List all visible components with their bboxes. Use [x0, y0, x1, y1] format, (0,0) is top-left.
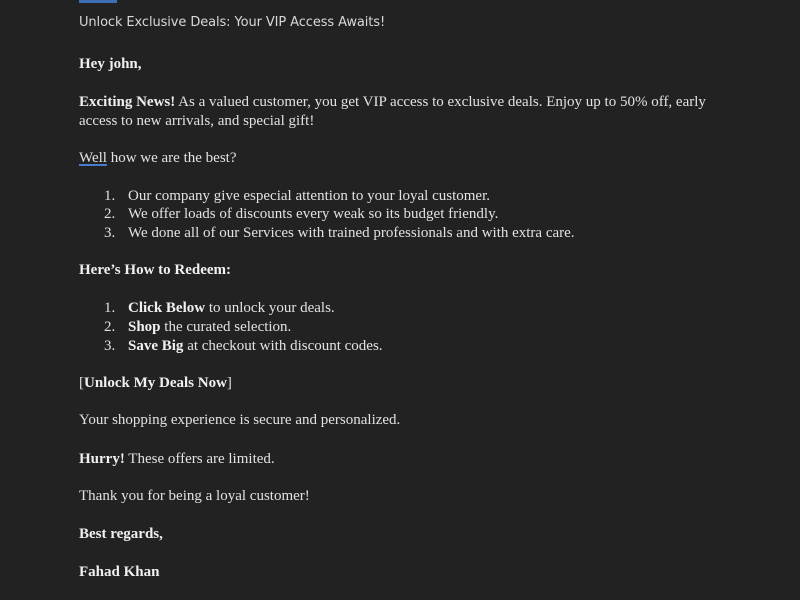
step-text: at checkout with discount codes. — [183, 338, 383, 354]
hurry-text: These offers are limited. — [124, 451, 275, 467]
step-bold: Save Big — [128, 338, 184, 354]
sender-name — [79, 563, 159, 582]
list-item — [104, 224, 575, 243]
greeting — [79, 55, 142, 74]
why-text: how we are the best? — [106, 150, 237, 166]
redeem-heading-text: Here’s How to Redeem: — [79, 262, 232, 278]
unlock-deals-link[interactable]: Unlock My Deals Now — [84, 375, 227, 391]
secure-text: Your shopping experience is secure and personalized. — [79, 412, 401, 428]
intro-bold: Exciting News! — [79, 94, 176, 110]
list-item — [104, 337, 383, 356]
step-bold: Click Below — [128, 300, 206, 316]
list-text: We offer loads of discounts every weak so its budget friendly. — [128, 206, 499, 222]
selection-highlight — [79, 0, 117, 3]
step-bold: Shop — [128, 319, 161, 335]
cta-bracket-close: ] — [226, 375, 232, 391]
list-number: 2. — [104, 206, 116, 222]
step-text: to unlock your deals. — [205, 300, 335, 316]
list-number: 1. — [104, 300, 116, 316]
hurry-line — [79, 450, 275, 469]
list-number: 2. — [104, 319, 116, 335]
intro-text: As a valued customer, you get VIP access to exclusive deals. Enjoy up to 50% off, early access to new arrivals, and special gift! — [79, 94, 706, 129]
cta-line[interactable] — [79, 374, 232, 393]
cta-bracket-open: [ — [79, 375, 84, 391]
list-item — [104, 205, 498, 224]
list-number: 1. — [104, 188, 116, 204]
sender-name-text: Fahad Khan — [79, 564, 160, 580]
list-item — [104, 299, 335, 318]
hurry-bold: Hurry! — [79, 451, 125, 467]
redeem-heading — [79, 261, 231, 280]
greeting-text: Hey john, — [79, 56, 142, 72]
why-line — [79, 149, 236, 168]
spellcheck-word[interactable]: Well — [79, 150, 107, 166]
list-item — [104, 187, 490, 206]
regards-text: Best regards, — [79, 526, 163, 542]
list-item — [104, 318, 291, 337]
email-subject: Unlock Exclusive Deals: Your VIP Access Awaits! — [79, 15, 386, 30]
list-text: We done all of our Services with trained professionals and with extra care. — [128, 225, 575, 241]
regards — [79, 525, 163, 544]
step-text: the curated selection. — [160, 319, 292, 335]
intro-paragraph — [79, 93, 709, 131]
list-number: 3. — [104, 225, 116, 241]
list-text: Our company give especial attention to your loyal customer. — [128, 188, 490, 204]
thanks-text: Thank you for being a loyal customer! — [79, 488, 310, 504]
list-number: 3. — [104, 338, 116, 354]
